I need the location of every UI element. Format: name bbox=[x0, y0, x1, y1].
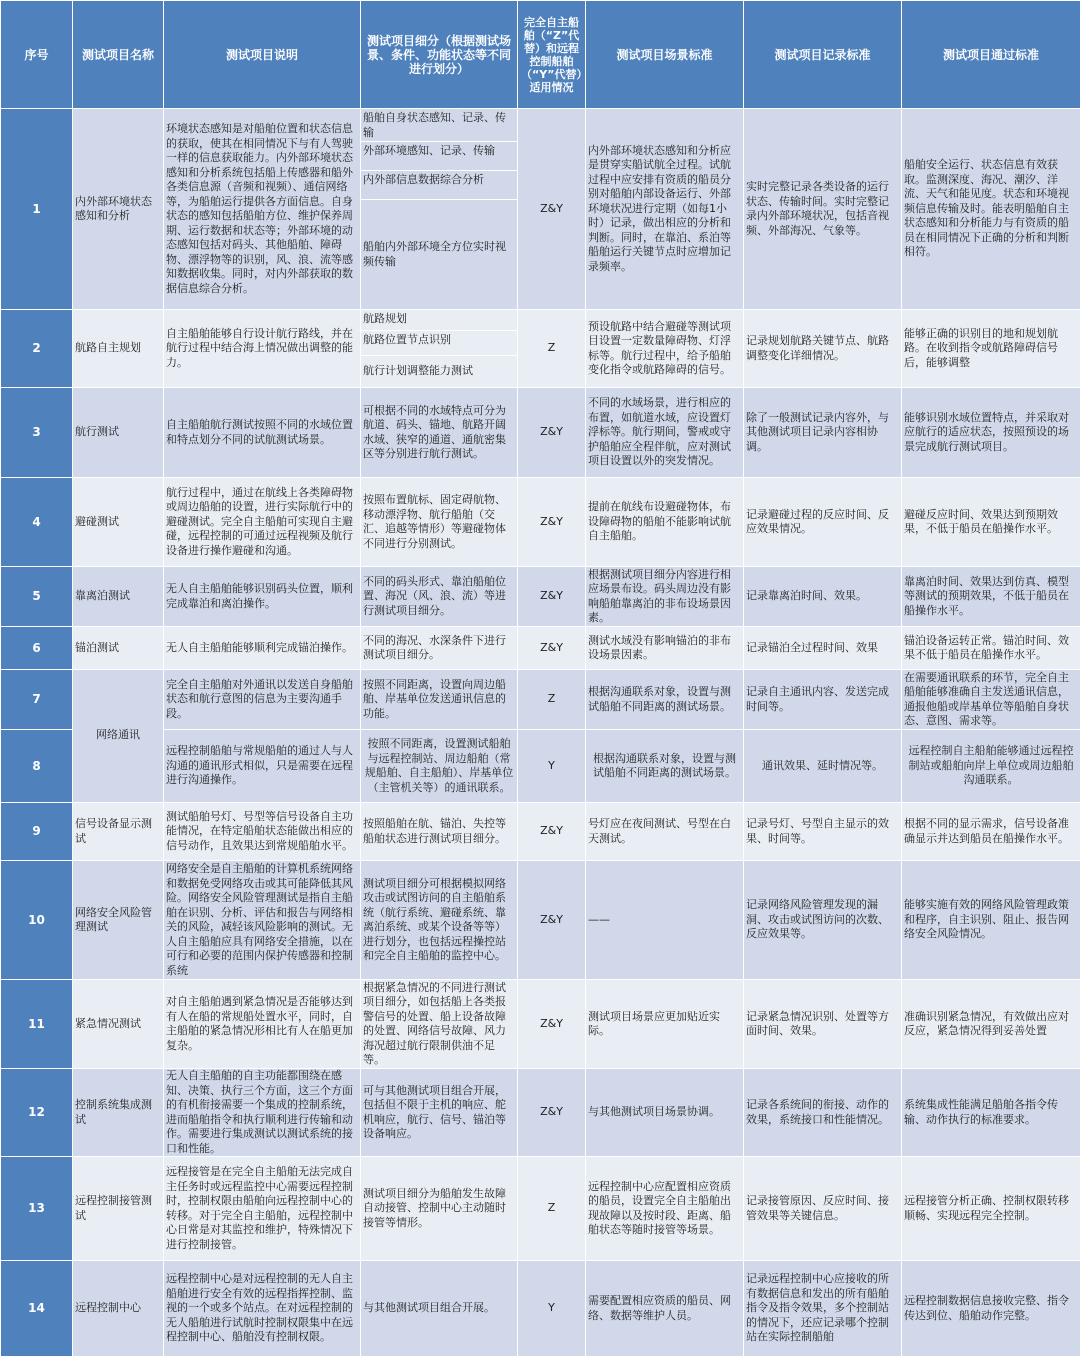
row-index: 9 bbox=[1, 803, 73, 861]
row-record-standard: 记录号灯、号型自主显示的效果、时间等。 bbox=[744, 803, 902, 861]
row-index: 14 bbox=[1, 1261, 73, 1357]
row-pass-standard: 船舶安全运行、状态信息有效获取。监测深度、海况、潮汐、洋流、天气和能见度。状态和环境视频信息传输及时。能表明船舶自主状态感知和分析能力与有资质的船员在相同情况下正确的分析和判断相符。 bbox=[902, 109, 1080, 310]
row-pass-standard: 在需要通讯联系的环节，完全自主船舶能够准确自主发送通讯信息，通报他船或岸基单位等船舶自身状态、意图、需求等。 bbox=[902, 670, 1080, 730]
row-subdivision: 与其他测试项目组合开展。 bbox=[361, 1261, 518, 1357]
row-pass-standard: 能够实施有效的网络风险管理政策和程序，自主识别、阻止、报告网络安全风险情况。 bbox=[902, 861, 1080, 980]
row-pass-standard: 避碰反应时间、效果达到预期效果，不低于船员在船操作水平。 bbox=[902, 478, 1080, 567]
row-item-name: 网络安全风险管理测试 bbox=[73, 861, 164, 980]
row-description: 远程控制船舶与常规船舶的通过人与人沟通的通讯形式相似，只是需要在远程进行沟通操作。 bbox=[164, 730, 361, 803]
table-row bbox=[1, 627, 1080, 670]
row-subdivision: 按照布置航标、固定碍航物、移动漂浮物、航行船舶（交汇、追越等情形）等避碰物体不同进行分别测试。 bbox=[361, 478, 518, 567]
row-description: 航行过程中，通过在航线上各类障碍物或周边船舶的设置，进行实际航行中的避碰测试。完全自主船舶可实现自主避碰，远程控制的可通过远程视频及航行设备进行操作避碰和沟通。 bbox=[164, 478, 361, 567]
row-scene-standard: 与其他测试项目场景协调。 bbox=[586, 1069, 744, 1157]
row-index: 8 bbox=[1, 730, 73, 803]
row-pass-standard: 锚泊设备运转正常。锚泊时间、效果不低于船员在船操作水平。 bbox=[902, 627, 1080, 670]
row-item-name: 航路自主规划 bbox=[73, 310, 164, 388]
table-row bbox=[1, 670, 1080, 730]
subdivision-item: 船舶内外部环境全方位实时视频传输 bbox=[361, 200, 517, 309]
row-subdivision bbox=[361, 310, 518, 388]
subdivision-item: 内外部信息数据综合分析 bbox=[361, 171, 517, 200]
row-record-standard: 记录网络风险管理发现的漏洞、攻击或试图访问的次数、反应效果等。 bbox=[744, 861, 902, 980]
row-description: 无人自主船舶能够识别码头位置，顺利完成靠泊和离泊操作。 bbox=[164, 567, 361, 627]
row-subdivision: 可与其他测试项目组合开展，包括但不限于主机的响应、舵机响应，航行、信号、锚泊等设备响应。 bbox=[361, 1069, 518, 1157]
header-row bbox=[1, 1, 1080, 109]
row-description: 无人自主船舶的自主功能都围绕在感知、决策、执行三个方面，这三个方面的有机衔接需要一个集成的控制系统，进而船舶指令和执行顺利进行传输和动作。需要进行集成测试以测试系统的接口和性能。 bbox=[164, 1069, 361, 1157]
subdivision-item: 航路规划 bbox=[361, 310, 517, 331]
row-record-standard: 记录各系统间的衔接、动作的效果，系统接口和性能情况。 bbox=[744, 1069, 902, 1157]
row-record-standard: 记录接管原因、反应时间、接管效果等关键信息。 bbox=[744, 1157, 902, 1261]
row-description: 完全自主船舶对外通讯以发送自身船舶状态和航行意图的信息为主要沟通手段。 bbox=[164, 670, 361, 730]
row-item-name: 锚泊测试 bbox=[73, 627, 164, 670]
row-item-name: 内外部环境状态感知和分析 bbox=[73, 109, 164, 310]
table-row bbox=[1, 1261, 1080, 1357]
table-row bbox=[1, 1157, 1080, 1261]
row-scene-standard: 内外部环境状态感知和分析应是贯穿实船试航全过程。试航过程中应安排有资质的船员分别对船舶内部设备运行、外部环境状况进行定期（如每1小时）记录，做出相应的分析和判断。同时，在靠泊、系泊等船舶运行关键节点时应增加记录频率。 bbox=[586, 109, 744, 310]
row-subdivision: 测试项目细分可根据模拟网络攻击或试图访问的自主船舶系统（航行系统、避碰系统、靠离泊系统、或某个设备等等）进行划分，也包括远程操控站和完全自主船舶的监控中心。 bbox=[361, 861, 518, 980]
row-index: 2 bbox=[1, 310, 73, 388]
subdivision-item: 船舶自身状态感知、记录、传输 bbox=[361, 109, 517, 142]
row-item-name: 远程控制接管测试 bbox=[73, 1157, 164, 1261]
row-subdivision: 按照船舶在航、锚泊、失控等船舶状态进行测试项目细分。 bbox=[361, 803, 518, 861]
row-scene-standard: 需要配置相应资质的船员、网络、数据等维护人员。 bbox=[586, 1261, 744, 1357]
row-pass-standard: 远程控制数据信息接收完整、指令传达到位、船舶动作完整。 bbox=[902, 1261, 1080, 1357]
subdivision-item: 航路位置节点识别 bbox=[361, 331, 517, 356]
row-subdivision bbox=[361, 109, 518, 310]
table-row bbox=[1, 861, 1080, 980]
row-index: 5 bbox=[1, 567, 73, 627]
table-row bbox=[1, 388, 1080, 478]
row-index: 6 bbox=[1, 627, 73, 670]
header-description: 测试项目说明 bbox=[164, 1, 361, 109]
header-record-standard: 测试项目记录标准 bbox=[744, 1, 902, 109]
row-subdivision: 可根据不同的水域特点可分为航道、码头、锚地、航路开阔水域、狭窄的通道、通航密集区等分别进行航行测试。 bbox=[361, 388, 518, 478]
table-row bbox=[1, 567, 1080, 627]
header-item-name: 测试项目名称 bbox=[73, 1, 164, 109]
row-applicability: Y bbox=[518, 1261, 586, 1357]
row-subdivision: 不同的海况、水深条件下进行测试项目细分。 bbox=[361, 627, 518, 670]
header-scene-standard: 测试项目场景标准 bbox=[586, 1, 744, 109]
row-index: 4 bbox=[1, 478, 73, 567]
header-applicability: 完全自主船舶（“Z”代替）和远程控制船舶（“Y”代替）适用情况 bbox=[518, 1, 586, 109]
row-pass-standard: 远程控制自主船舶能够通过远程控制站或船舶向岸上单位或周边船舶沟通联系。 bbox=[902, 730, 1080, 803]
row-scene-standard: 根据沟通联系对象，设置与测试船舶不同距离的测试场景。 bbox=[586, 670, 744, 730]
row-pass-standard: 根据不同的显示需求，信号设备准确显示并达到船员在船操作水平。 bbox=[902, 803, 1080, 861]
row-item-name: 远程控制中心 bbox=[73, 1261, 164, 1357]
row-record-standard: 实时完整记录各类设备的运行状态、传输时间。实时完整记录内外部环境状况，包括音视频、外部海况、气象等。 bbox=[744, 109, 902, 310]
row-subdivision: 按照不同距离，设置测试船舶与远程控制站、周边船舶（常规船舶、自主船舶）、岸基单位（主管机关等）的通讯联系。 bbox=[361, 730, 518, 803]
row-applicability: Z&Y bbox=[518, 388, 586, 478]
row-record-standard: 记录避碰过程的反应时间、反应效果情况。 bbox=[744, 478, 902, 567]
row-record-standard: 记录远程控制中心应接收的所有数据信息和发出的所有船舶指令及指令效果，多个控制站的情况下，还应记录哪个控制站在实际控制船舶 bbox=[744, 1261, 902, 1357]
row-record-standard: 记录规划航路关键节点、航路调整变化详细情况。 bbox=[744, 310, 902, 388]
row-pass-standard: 远程接管分析正确、控制权限转移顺畅、实现远程完全控制。 bbox=[902, 1157, 1080, 1261]
row-record-standard: 记录锚泊全过程时间、效果 bbox=[744, 627, 902, 670]
row-item-name: 紧急情况测试 bbox=[73, 980, 164, 1069]
row-index: 7 bbox=[1, 670, 73, 730]
row-pass-standard: 系统集成性能满足船舶各指令传输、动作执行的标准要求。 bbox=[902, 1069, 1080, 1157]
row-index: 11 bbox=[1, 980, 73, 1069]
row-description: 自主船舶能够自行设计航行路线，并在航行过程中结合海上情况做出调整的能力。 bbox=[164, 310, 361, 388]
row-scene-standard: 提前在航线布设避碰物体，布设障碍物的船舶不能影响试航自主船舶。 bbox=[586, 478, 744, 567]
row-pass-standard: 能够正确的识别目的地和规划航路。在收到指令或航路障碍信号后，能够调整 bbox=[902, 310, 1080, 388]
row-description: 远程接管是在完全自主船舶无法完成自主任务时或远程监控中心需要远程控制时，控制权限由船舶向远程控制中心的转移。对于完全自主船舶，远程控制中心日常是对其监控和维护，特殊情况下进行控制接管。 bbox=[164, 1157, 361, 1261]
table-row bbox=[1, 803, 1080, 861]
row-scene-standard: 测试项目场景应更加贴近实际。 bbox=[586, 980, 744, 1069]
row-scene-standard: 根据测试项目细分内容进行相应场景布设。码头周边没有影响船舶靠离泊的非布设场景因素。 bbox=[586, 567, 744, 627]
row-item-name: 靠离泊测试 bbox=[73, 567, 164, 627]
table-row bbox=[1, 478, 1080, 567]
row-description: 无人自主船舶能够顺利完成锚泊操作。 bbox=[164, 627, 361, 670]
row-item-name: 信号设备显示测试 bbox=[73, 803, 164, 861]
row-scene-standard: 远程控制中心应配置相应资质的船员，设置完全自主船舶出现故障以及按时段、距离、船舶状态等随时接管等场景。 bbox=[586, 1157, 744, 1261]
row-description: 自主船舶航行测试按照不同的水域位置和特点划分不同的试航测试场景。 bbox=[164, 388, 361, 478]
row-record-standard: 记录靠离泊时间、效果。 bbox=[744, 567, 902, 627]
row-description: 环境状态感知是对船舶位置和状态信息的获取，使其在相同情况下与有人驾驶一样的信息获取能力。内外部环境状态感知和分析系统包括船上传感器和船外各类信息源（音频和视频）、通信网络等，为船舶运行提供各方面信息。自身状态的感知包括船舶方位、维护保养周期、运行数据和状态等；外部环境的动态感知包括对码头、其他船舶、障碍物、漂浮物等的识别，风、浪、流等感知数据收集。同时，对内外部获取的数据信息综合分析。 bbox=[164, 109, 361, 310]
row-index: 13 bbox=[1, 1157, 73, 1261]
row-applicability: Z bbox=[518, 310, 586, 388]
row-scene-standard: 不同的水域场景，进行相应的布置，如航道水域，应设置灯浮标等。航行期间，警戒或守护船舶应全程伴航，应对测试项目设置以外的突发情况。 bbox=[586, 388, 744, 478]
row-applicability: Y bbox=[518, 730, 586, 803]
row-subdivision: 根据紧急情况的不同进行测试项目细分，如包括船上各类报警信号的处置、船上设备故障的处置、网络信号故障、风力海况超过航行限制供油不足等。 bbox=[361, 980, 518, 1069]
row-record-standard: 记录自主通讯内容、发送完成时间等。 bbox=[744, 670, 902, 730]
header-pass-standard: 测试项目通过标准 bbox=[902, 1, 1080, 109]
row-scene-standard: 预设航路中结合避碰等测试项目设置一定数量障碍物、灯浮标等。航行过程中，给予船舶变化指令或航路障碍的信号。 bbox=[586, 310, 744, 388]
row-applicability: Z&Y bbox=[518, 567, 586, 627]
row-index: 3 bbox=[1, 388, 73, 478]
row-record-standard: 除了一般测试记录内容外，与其他测试项目记录内容相协调。 bbox=[744, 388, 902, 478]
header-index: 序号 bbox=[1, 1, 73, 109]
row-index: 12 bbox=[1, 1069, 73, 1157]
row-applicability: Z&Y bbox=[518, 803, 586, 861]
row-index: 10 bbox=[1, 861, 73, 980]
row-description: 对自主船舶遇到紧急情况是否能够达到有人在船的常规船处置水平，同时，自主船舶的紧急情况形相比有人在船更加复杂。 bbox=[164, 980, 361, 1069]
row-applicability: Z&Y bbox=[518, 980, 586, 1069]
row-scene-standard: 根据沟通联系对象，设置与测试船舶不同距离的测试场景。 bbox=[586, 730, 744, 803]
row-item-name: 避碰测试 bbox=[73, 478, 164, 567]
row-scene-standard: —— bbox=[586, 861, 744, 980]
row-item-name: 控制系统集成测试 bbox=[73, 1069, 164, 1157]
table-row bbox=[1, 980, 1080, 1069]
row-pass-standard: 准确识别紧急情况，有效做出应对反应，紧急情况得到妥善处置 bbox=[902, 980, 1080, 1069]
table-row bbox=[1, 1069, 1080, 1157]
row-applicability: Z&Y bbox=[518, 861, 586, 980]
row-applicability: Z&Y bbox=[518, 109, 586, 310]
row-record-standard: 通讯效果、延时情况等。 bbox=[744, 730, 902, 803]
row-item-name: 网络通讯 bbox=[73, 670, 164, 803]
row-scene-standard: 号灯应在夜间测试、号型在白天测试。 bbox=[586, 803, 744, 861]
row-applicability: Z&Y bbox=[518, 1069, 586, 1157]
table-row bbox=[1, 109, 1080, 310]
row-pass-standard: 靠离泊时间、效果达到仿真、模型等测试的预期效果，不低于船员在船操作水平。 bbox=[902, 567, 1080, 627]
header-subdivision: 测试项目细分（根据测试场景、条件、功能状态等不同进行划分） bbox=[361, 1, 518, 109]
row-subdivision: 按照不同距离，设置向周边船舶、岸基单位发送通讯信息的功能。 bbox=[361, 670, 518, 730]
row-description: 网络安全是自主船舶的计算机系统网络和数据免受网络攻击或其可能降低其风险。网络安全风险管理测试是指自主船舶在识别、分析、评估和报告与网络相关的风险，减轻该风险影响的测试。无人自主船舶应具有网络安全措施，以在可行和必要的范围内保护传感器和控制系统 bbox=[164, 861, 361, 980]
row-record-standard: 记录紧急情况识别、处置等方面时间、效果。 bbox=[744, 980, 902, 1069]
row-description: 测试船舶号灯、号型等信号设备自主功能情况，在特定船舶状态能做出相应的信号动作，且效果达到常规船舶水平。 bbox=[164, 803, 361, 861]
row-pass-standard: 能够识别水域位置特点，并采取对应航行的适应状态，按照预设的场景完成航行测试项目。 bbox=[902, 388, 1080, 478]
row-subdivision: 不同的码头形式、靠泊船舶位置、海况（风、浪、流）等进行测试项目细分。 bbox=[361, 567, 518, 627]
table-row bbox=[1, 310, 1080, 388]
row-applicability: Z bbox=[518, 670, 586, 730]
row-index: 1 bbox=[1, 109, 73, 310]
subdivision-item: 航行计划调整能力测试 bbox=[361, 356, 517, 387]
row-subdivision: 测试项目细分为船舶发生故障自动接管、控制中心主动随时接管等情形。 bbox=[361, 1157, 518, 1261]
row-scene-standard: 测试水域没有影响锚泊的非布设场景因素。 bbox=[586, 627, 744, 670]
row-applicability: Z&Y bbox=[518, 478, 586, 567]
subdivision-item: 外部环境感知、记录、传输 bbox=[361, 142, 517, 171]
row-applicability: Z bbox=[518, 1157, 586, 1261]
row-item-name: 航行测试 bbox=[73, 388, 164, 478]
row-applicability: Z&Y bbox=[518, 627, 586, 670]
row-description: 远程控制中心是对远程控制的无人自主船舶进行安全有效的远程指挥控制、监视的一个或多个站点。在对远程控制的无人船舶进行试航时控制权限集中在远程控制中心、船舶没有控制权限。 bbox=[164, 1261, 361, 1357]
